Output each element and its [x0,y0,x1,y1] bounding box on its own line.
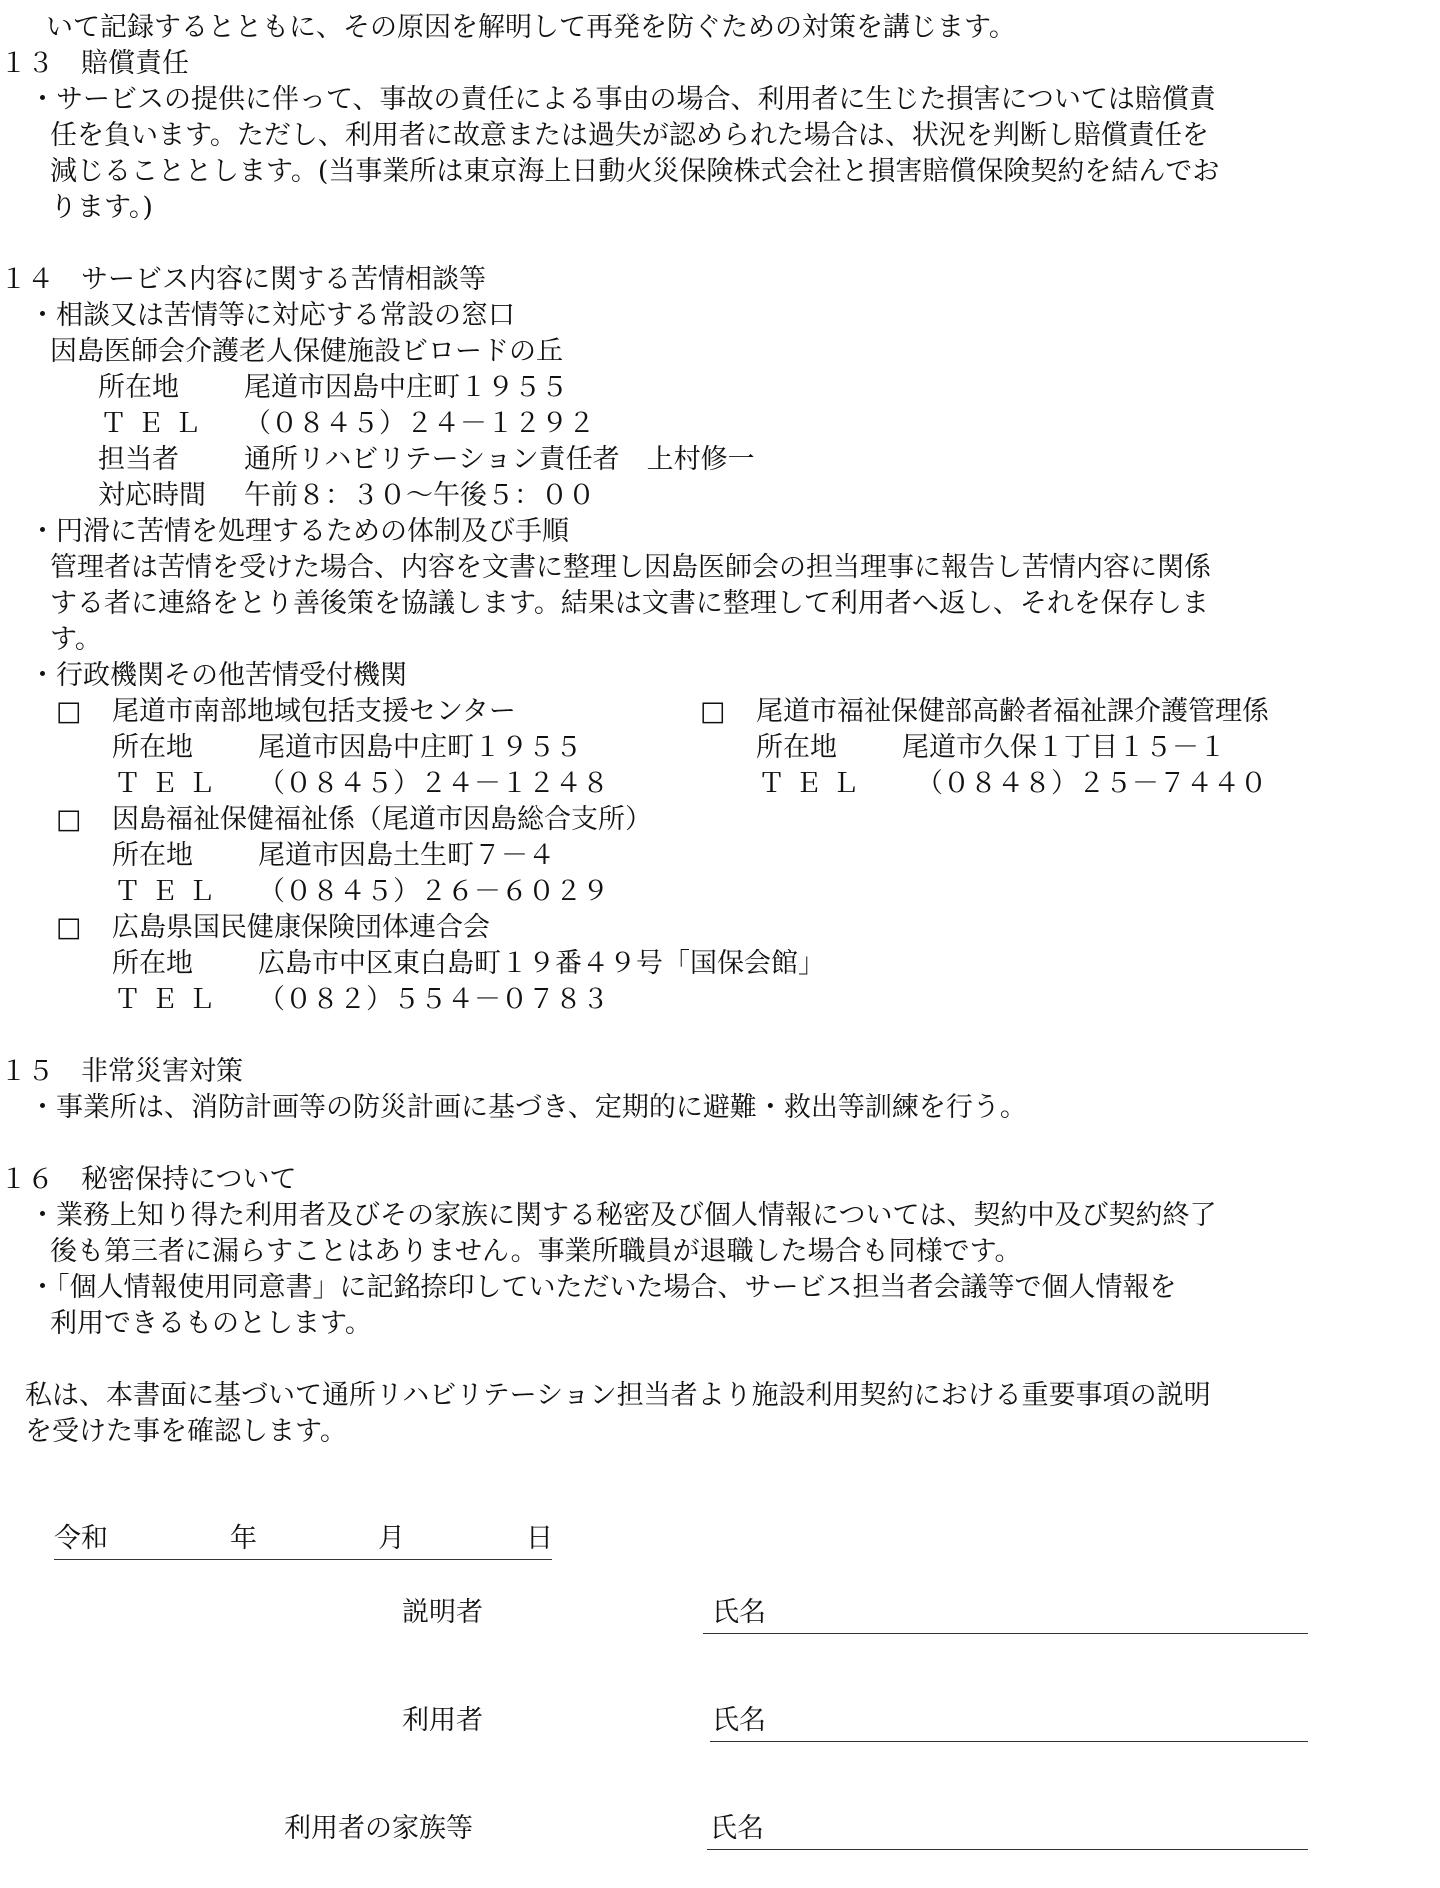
signature-role: 利用者の家族等 [284,1813,473,1844]
section-16-line: 利用できるものとします。 [50,1308,372,1339]
intro-line: いて記録するとともに、その原因を解明して再発を防ぐための対策を講じます。 [46,12,1016,43]
signature-line[interactable] [703,1633,1308,1634]
date-day: 日 [526,1523,553,1554]
section-16-line: ・「個人情報使用同意書」に記銘捺印していただいた場合、サービス担当者会議等で個人情報を [29,1272,1177,1303]
agency-addr: 尾道市久保１丁目１５－１ [902,732,1226,763]
section-14-heading: １４ サービス内容に関する苦情相談等 [0,264,486,295]
signature-name-label: 氏名 [712,1597,766,1628]
process-line: する者に連絡をとり善後策を協議します。結果は文書に整理して利用者へ返し、それを保存しま [50,588,1209,619]
section-16-heading: １６ 秘密保持について [0,1164,297,1195]
agency-addr-label: 所在地 [112,840,193,871]
section-15-line: ・事業所は、消防計画等の防災計画に基づき、定期的に避難・救出等訓練を行う。 [29,1092,1027,1123]
agency-addr: 尾道市因島中庄町１９５５ [258,732,582,763]
section-13-line: ります。) [50,192,153,223]
agency-tel-label: ＴＥＬ [114,876,225,907]
section-15-heading: １５ 非常災害対策 [0,1056,243,1087]
facility-name: 因島医師会介護老人保健施設ビロードの丘 [50,336,563,367]
signature-role: 利用者 [402,1705,483,1736]
agency-tel-label: ＴＥＬ [114,768,225,799]
contact-value: （０８４５）２４－１２９２ [244,408,595,439]
agency-addr-label: 所在地 [112,948,193,979]
contact-label: 所在地 [98,372,179,403]
section-13-line: 任を負います。ただし、利用者に故意または過失が認められた場合は、状況を判断し賠償責任を [50,120,1209,151]
agency-tel-label: ＴＥＬ [114,984,225,1015]
section-16-line: 後も第三者に漏らすことはありません。事業所職員が退職した場合も同様です。 [50,1236,1022,1267]
agency-name: 広島県国民健康保険団体連合会 [112,912,490,943]
agency-addr-label: 所在地 [112,732,193,763]
confirmation-line: を受けた事を確認します。 [25,1416,347,1447]
signature-role: 説明者 [402,1597,483,1628]
agency-name: 尾道市福祉保健部高齢者福祉課介護管理係 [756,696,1269,727]
section-13-line: 減じることとします。(当事業所は東京海上日動火災保険株式会社と損害賠償保険契約を結んでお [50,156,1220,187]
agency-name: 因島福祉保健福祉係（尾道市因島総合支所） [112,804,652,835]
agency-addr: 広島市中区東白島町１９番４９号「国保会館」 [258,948,825,979]
agency-name: 尾道市南部地域包括支援センター [112,696,516,727]
contact-label: ＴＥＬ [100,408,211,439]
contact-value: 通所リハビリテーション責任者 上村修一 [244,444,755,475]
date-year: 年 [230,1523,257,1554]
agencies-bullet: ・行政機関その他苦情受付機関 [29,660,407,691]
agency-tel: （０８４８）２５－７４４０ [916,768,1267,799]
section-16-line: ・業務上知り得た利用者及びその家族に関する秘密及び個人情報については、契約中及び契約終了 [29,1200,1217,1231]
section-13-line: ・サービスの提供に伴って、事故の責任による事由の場合、利用者に生じた損害については賠償責 [29,84,1216,115]
process-line: す。 [50,624,102,655]
checkbox-icon: □ [56,804,82,835]
window-bullet: ・相談又は苦情等に対応する常設の窓口 [29,300,515,331]
section-13-heading: １３ 賠償責任 [0,48,189,79]
agency-tel: （０８２）５５４－０７８３ [258,984,609,1015]
contact-value: 午前８：３０～午後５：００ [244,480,595,511]
process-bullet: ・円滑に苦情を処理するための体制及び手順 [29,516,569,547]
date-month: 月 [378,1523,405,1554]
checkbox-icon: □ [56,696,82,727]
agency-addr: 尾道市因島土生町７－４ [258,840,555,871]
agency-tel-label: ＴＥＬ [758,768,869,799]
signature-name-label: 氏名 [712,1705,766,1736]
contact-value: 尾道市因島中庄町１９５５ [244,372,568,403]
date-line [54,1559,552,1560]
agency-tel: （０８４５）２６－６０２９ [258,876,609,907]
signature-name-label: 氏名 [710,1813,764,1844]
agency-addr-label: 所在地 [756,732,837,763]
agency-tel: （０８４５）２４－１２４８ [258,768,609,799]
process-line: 管理者は苦情を受けた場合、内容を文書に整理し因島医師会の担当理事に報告し苦情内容に関係 [50,552,1211,583]
date-era: 令和 [54,1523,108,1554]
signature-line[interactable] [707,1849,1308,1850]
confirmation-line: 私は、本書面に基づいて通所リハビリテーション担当者より施設利用契約における重要事項の説明 [25,1380,1211,1411]
signature-line[interactable] [710,1741,1308,1742]
checkbox-icon: □ [56,912,82,943]
checkbox-icon: □ [700,696,726,727]
contact-label: 担当者 [98,444,179,475]
contact-label: 対応時間 [98,480,206,511]
